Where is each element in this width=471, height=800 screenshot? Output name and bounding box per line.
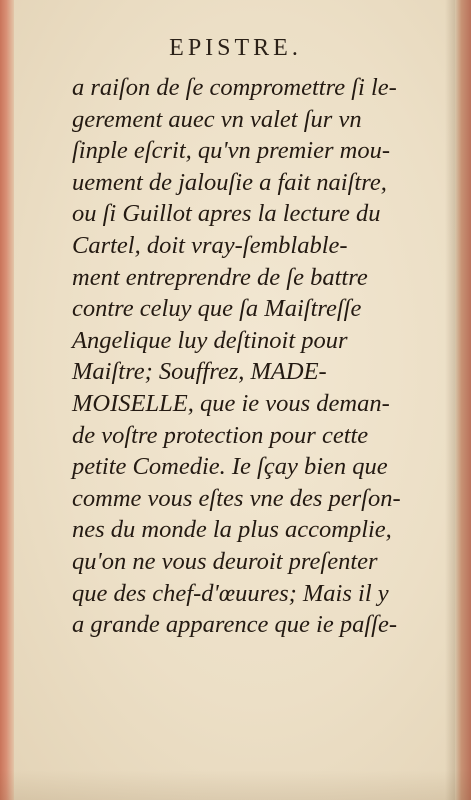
- text-line: contre celuy que ſa Maiſtreſſe: [72, 295, 362, 323]
- text-line: ment entreprendre de ſe battre: [72, 263, 368, 291]
- text-line: gerement auec vn valet ſur vn: [72, 105, 362, 133]
- text-line: petite Comedie. Ie ſçay bien que: [72, 453, 388, 481]
- text-line: uement de jalouſie a fait naiſtre,: [72, 168, 387, 196]
- text-line: comme vous eſtes vne des perſon-: [72, 484, 401, 512]
- text-line: a grande apparence que ie paſſe-: [72, 611, 397, 639]
- text-line: MOISELLE, que ie vous deman-: [72, 389, 390, 417]
- page-edge-shadow: [445, 0, 455, 800]
- text-line: nes du monde la plus accomplie,: [72, 516, 392, 544]
- page-fore-edge: [455, 0, 471, 800]
- text-line: ſinple eſcrit, qu'vn premier mou-: [72, 137, 390, 165]
- body-text: [72, 72, 442, 641]
- text-line: de voſtre protection pour cette: [72, 421, 369, 449]
- text-line: que des chef-d'œuures; Mais il y: [72, 579, 389, 607]
- text-line: Cartel, doit vray-ſemblable-: [72, 231, 348, 259]
- text-line: a raiſon de ſe compromettre ſi le-: [72, 74, 397, 101]
- text-line: Maiſtre; Souffrez, MADE-: [72, 358, 327, 386]
- text-line: Angelique luy deſtinoit pour: [72, 326, 348, 354]
- running-title: EPISTRE.: [169, 35, 302, 61]
- text-line: ou ſi Guillot apres la lecture du: [72, 200, 381, 228]
- text-line: qu'on ne vous deuroit preſenter: [72, 547, 378, 575]
- page-binding-edge: [0, 0, 14, 800]
- page-bottom-shade: [0, 770, 471, 800]
